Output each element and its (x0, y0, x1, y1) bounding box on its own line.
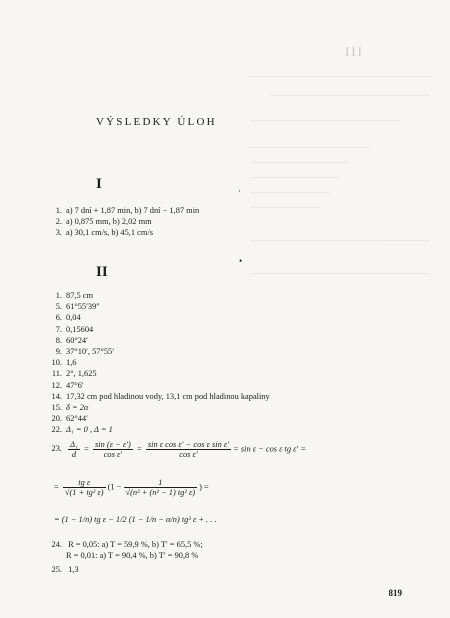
list-item: 2. a) 0,875 mm, b) 2,02 mm (55, 217, 152, 227)
dot-mark: · (238, 186, 241, 196)
bleed-through-text (250, 70, 430, 370)
equation-23-line-2: = $\frac{\text{tg ε}}{\text{√(1 + tg² ε)}}$ (1 − $\frac{1}{\text{√(n² + (n² − 1) tg² ε)}}$ ) = (54, 478, 209, 497)
list-item: 8. 60°24′ (55, 335, 88, 345)
fraction: $\frac{\text{sin ε cos ε′ − cos ε sin ε′}}{\text{cos ε′}}$ (147, 440, 230, 459)
equation-23-line-3: = (1 − 1/n) tg ε − 1/2 (1 − 1/n − α/n) tg³ ε + . . . (54, 515, 217, 524)
list-item: 6. 0,04 (55, 313, 81, 323)
list-item: 22. Δ₁ = 0 , Δ = 1 (51, 425, 113, 435)
section-i-list (40, 205, 199, 239)
ghost-section-number: III (345, 44, 364, 59)
item-25: 25. 1,3 (51, 565, 79, 574)
section-ii-list (40, 290, 270, 436)
section-label-ii: II (96, 264, 108, 280)
list-item: 9. 37°10′, 57°55′ (55, 347, 115, 357)
list-item: 15. δ = 2α (51, 403, 89, 413)
list-item: 11. 2°, 1,625 (51, 369, 97, 379)
page-heading: VÝSLEDKY ÚLOH (96, 116, 217, 128)
list-item: 12. 47°6′ (51, 380, 84, 390)
fraction: $\frac{\text{Δ₁}}{d}$ (70, 440, 78, 459)
item-24-line-1: 24. R = 0,05: a) T = 59,9 %, b) T′ = 65,5 %; (51, 540, 203, 549)
list-item: 5. 61°55′39″ (55, 302, 100, 312)
list-item: 20. 62°44′ (51, 414, 88, 424)
list-item: 14. 17,32 cm pod hladinou vody, 13,1 cm pod hladinou kapaliny (51, 391, 270, 401)
equation-23-line-1: 23. $\frac{\text{Δ₁}}{d}$ = $\frac{\sin (\varepsilon - \varepsilon')}{\text{cos ε′}}$ = $\frac{\text{sin ε cos ε′ − cos ε sin ε′}}{\text{cos ε′}}$ = sin ε − cos ε tg ε′ = (51, 440, 306, 459)
fraction: $\frac{\sin (\varepsilon - \varepsilon')}{\text{cos ε′}}$ (95, 440, 131, 459)
list-item: 10. 1,6 (51, 358, 77, 368)
fraction: $\frac{\text{tg ε}}{\text{√(1 + tg² ε)}}$ (64, 478, 104, 497)
list-item: 1. a) 7 dní + 1,87 min, b) 7 dní − 1,87 min (55, 206, 200, 215)
list-item: 3. a) 30,1 cm/s, b) 45,1 cm/s (55, 228, 153, 238)
fraction: $\frac{1}{\text{√(n² + (n² − 1) tg² ε)}}$ (125, 478, 196, 497)
page-number: 819 (388, 588, 402, 598)
section-label-i: I (96, 176, 102, 192)
list-item: 1. 87,5 cm (55, 291, 93, 300)
list-item: 7. 0,15604 (55, 324, 94, 334)
dot-mark: • (239, 256, 243, 266)
item-24-line-2: R = 0,01: a) T = 90,4 %, b) T′ = 90,8 % (66, 551, 199, 560)
